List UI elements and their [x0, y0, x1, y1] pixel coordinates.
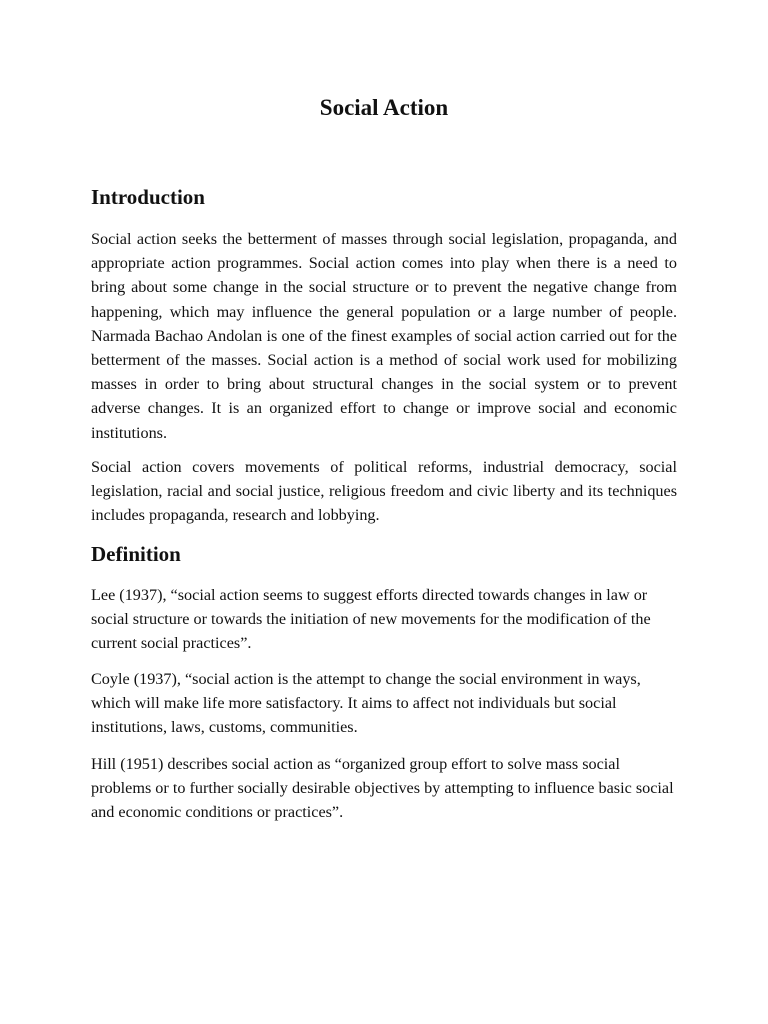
document-title: Social Action — [319, 95, 449, 120]
intro-paragraph-2: Social action covers movements of political reforms, industrial democracy, social legislation, racial and social justice, religious freedom and civic liberty and its techniques includes propaganda, research and lobbying. — [91, 458, 677, 525]
section-heading-introduction: Introduction — [91, 185, 205, 209]
intro-paragraph-1: Social action seeks the betterment of masses through social legislation, propaganda, and appropriate action programmes. Social action comes into play when there is a need to bring about some change in the social structure or to prevent the negative change from happening, which may influence the general population or a large number of people. Narmada Bachao Andolan is one of the finest examples of social action carried out for the betterment of the masses. Social action is a method of social work used for mobilizing masses in order to bring about structural changes in the social system or to prevent adverse changes. It is an organized effort to change or improve social and economic institutions. — [91, 230, 677, 442]
section-heading-definition: Definition — [91, 542, 181, 566]
definition-paragraph-coyle: Coyle (1937), “social action is the attempt to change the social environment in ways, which will make life more satisfactory. It aims to affect not individuals but social institutions, laws, customs, communities. — [91, 670, 641, 737]
definition-paragraph-hill: Hill (1951) describes social action as “organized group effort to solve mass social problems or to further socially desirable objectives by attempting to influence basic social and economic conditions or practices”. — [91, 755, 674, 822]
definition-paragraph-lee: Lee (1937), “social action seems to suggest efforts directed towards changes in law or social structure or towards the initiation of new movements for the modification of the current social practices”. — [91, 586, 651, 653]
